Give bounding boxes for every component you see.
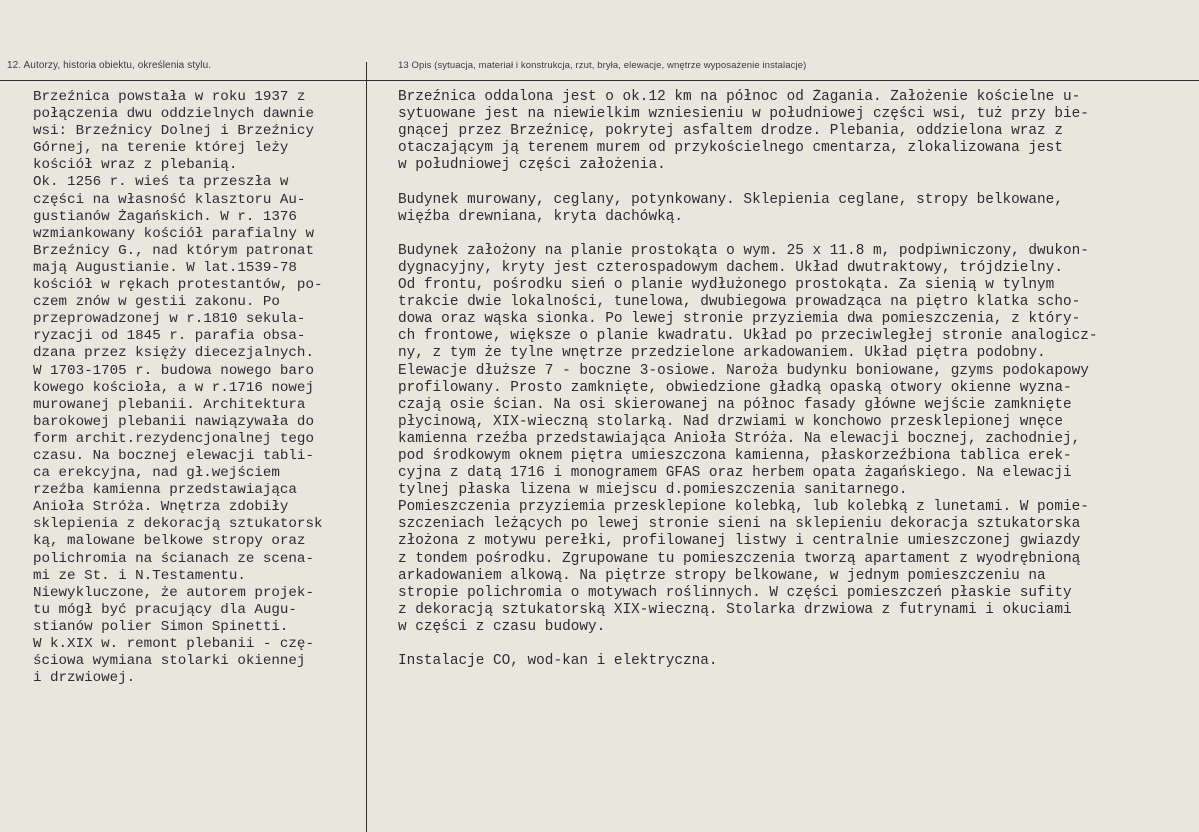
description-line: arkadowaniem alkową. Na piętrze stropy belkowane, w jednym pomieszczeniu na [398,567,1046,584]
description-line: Budynek założony na planie prostokąta o wym. 25 x 11.8 m, podpiwniczony, dwukon- [398,242,1089,259]
history-line: Ok. 1256 r. wieś ta przeszła w [33,174,289,191]
history-line: barokowej plebanii nawiązywała do [33,413,314,430]
history-line: sklepienia z dekoracją sztukatorsk [33,516,323,533]
section-12-header: 12. Autorzy, historia obiektu, określenia stylu. [7,60,212,71]
description-line: sytuowane jest na niewielkim wzniesieniu w południowej części wsi, tuż przy bie- [398,106,1089,123]
column-divider [366,62,367,832]
description-line: Od frontu, pośrodku sień o planie wydłużonego prostokąta. Za sienią w tylnym [398,277,1055,294]
description-line: z dekoracją sztukatorską XIX-wieczną. Stolarka drzwiowa z futrynami i okuciami [398,601,1072,618]
description-line: profilowany. Prosto zamknięte, obwiedzione gładką opaską otwory okienne wyzna- [398,379,1072,396]
history-line: i drzwiowej. [33,670,136,687]
history-line: kościół wraz z plebanią. [33,157,238,174]
history-column [33,89,365,687]
description-line: płycinową, XIX-wieczną stolarką. Nad drzwiami w konchowo przesklepionej wnęce [398,413,1063,430]
history-line: ca erekcyjna, nad gł.wejściem [33,465,280,482]
history-line: ściowa wymiana stolarki okiennej [33,653,306,670]
description-line: tylnej płaska lizena w miejscu d.pomieszczenia sanitarnego. [398,482,908,499]
description-line: otaczającym ją terenem murem od przykościelnego cmentarza, zlokalizowana jest [398,140,1063,157]
history-line: mi ze St. i N.Testamentu. [33,567,246,584]
description-line: z tondem pośrodku. Zgrupowane tu pomieszczenia tworzą apartament z wyodrębnioną [398,550,1081,567]
paragraph-gap [398,174,1194,191]
description-line: Elewacje dłuższe 7 - boczne 3-osiowe. Naroża budynku boniowane, gzyms podokapowy [398,362,1089,379]
description-line: trakcie dwie lokalności, tunelowa, dwubiegowa prowadząca na piętro klatka scho- [398,294,1081,311]
history-line: części na własność klasztoru Au- [33,191,306,208]
description-line: cyjna z datą 1716 i monogramem GFAS oraz herbem opata żagańskiego. Na elewacji [398,465,1072,482]
description-line: szczeniach leżących po lewej stronie sieni na sklepieniu dekoracja sztukatorska [398,516,1081,533]
history-line: Brzeźnicy G., nad którym patronat [33,242,314,259]
paragraph-gap [398,226,1194,243]
history-line: kowego kościoła, a w r.1716 nowej [33,379,314,396]
description-line: ny, z tym że tylne wnętrze przedzielone arkadowaniem. Układ piętra podobny. [398,345,1046,362]
description-line: Pomieszczenia przyziemia przesklepione kolebką, lub kolebką z lunetami. W pomie- [398,499,1089,516]
history-line: rzeźba kamienna przedstawiająca [33,482,297,499]
description-column [398,89,1194,670]
history-line: wzmiankowany kościół parafialny w [33,225,314,242]
history-line: W 1703-1705 r. budowa nowego baro [33,362,314,379]
description-line: dowa oraz wąska sionka. Po lewej stronie przyziemia dwa pomieszczenia, z który- [398,311,1081,328]
description-line: kamienna rzeźba przedstawiająca Anioła Stróża. Na elewacji bocznej, zachodniej, [398,430,1081,447]
description-line: w południowej części założenia. [398,157,666,174]
description-line: ch frontowe, większe o planie kwadratu. Układ po przeciwległej stronie analogicz- [398,328,1098,345]
history-line: stianów polier Simon Spinetti. [33,618,289,635]
history-line: W k.XIX w. remont plebanii - czę- [33,636,314,652]
history-line: dzana przez księży diecezjalnych. [33,345,314,362]
history-line: tu mógł być pracujący dla Augu- [33,601,297,618]
history-line: ryzacji od 1845 r. parafia obsa- [33,328,306,345]
history-line: wsi: Brzeźnicy Dolnej i Brzeźnicy [33,123,314,140]
history-line: kościół w rękach protestantów, po- [33,277,323,294]
history-line: polichromia na ścianach ze scena- [33,550,314,567]
description-line: gnącej przez Brzeźnicę, pokrytej asfaltem drodze. Plebania, oddzielona wraz z [398,123,1063,140]
description-line: stropie polichromia o motywach roślinnych. W części pomieszczeń płaskie sufity [398,584,1072,601]
history-line: przeprowadzonej w r.1810 sekula- [33,311,306,328]
description-line: czają osie ścian. Na osi skierowanej na północ fasady główne wejście zamknięte [398,396,1072,413]
history-line: Górnej, na terenie której leży [33,140,289,157]
history-line: murowanej plebanii. Architektura [33,396,306,413]
description-line: więźba drewniana, kryta dachówką. [398,208,683,225]
history-line: ką, malowane belkowe stropy oraz [33,533,306,550]
history-line: czem znów w gestii zakonu. Po [33,294,280,311]
description-line: Instalacje CO, wod-kan i elektryczna. [398,653,718,670]
description-line: Brzeźnica oddalona jest o ok.12 km na północ od Żagania. Założenie kościelne u- [398,89,1081,105]
history-line: Brzeźnica powstała w roku 1937 z [33,89,306,105]
paragraph-gap [398,636,1194,653]
history-line: Anioła Stróża. Wnętrza zdobiły [33,499,289,516]
history-line: form archit.rezydencjonalnej tego [33,430,314,447]
header-rule [0,80,1199,81]
section-13-header: 13 Opis (sytuacja, materiał i konstrukcja, rzut, bryła, elewacje, wnętrze wyposażenie instalacje) [398,60,807,71]
history-line: mają Augustianie. W lat.1539-78 [33,259,297,276]
history-line: połączenia dwu oddzielnych dawnie [33,106,314,123]
history-line: czasu. Na bocznej elewacji tabli- [33,447,314,464]
history-line: Niewykluczone, że autorem projek- [33,584,314,601]
description-line: złożona z motywu perełki, profilowanej listwy i centralnie umieszczonej gwiazdy [398,533,1081,550]
history-line: gustianów Żagańskich. W r. 1376 [33,208,297,225]
description-line: w części z czasu budowy. [398,618,606,635]
description-line: pod środkowym oknem piętra umieszczona kamienna, płaskorzeźbiona tablica erek- [398,447,1072,464]
description-line: Budynek murowany, ceglany, potynkowany. Sklepienia ceglane, stropy belkowane, [398,191,1063,208]
description-line: dygnacyjny, kryty jest czterospadowym dachem. Układ dwutraktowy, trójdzielny. [398,259,1063,276]
